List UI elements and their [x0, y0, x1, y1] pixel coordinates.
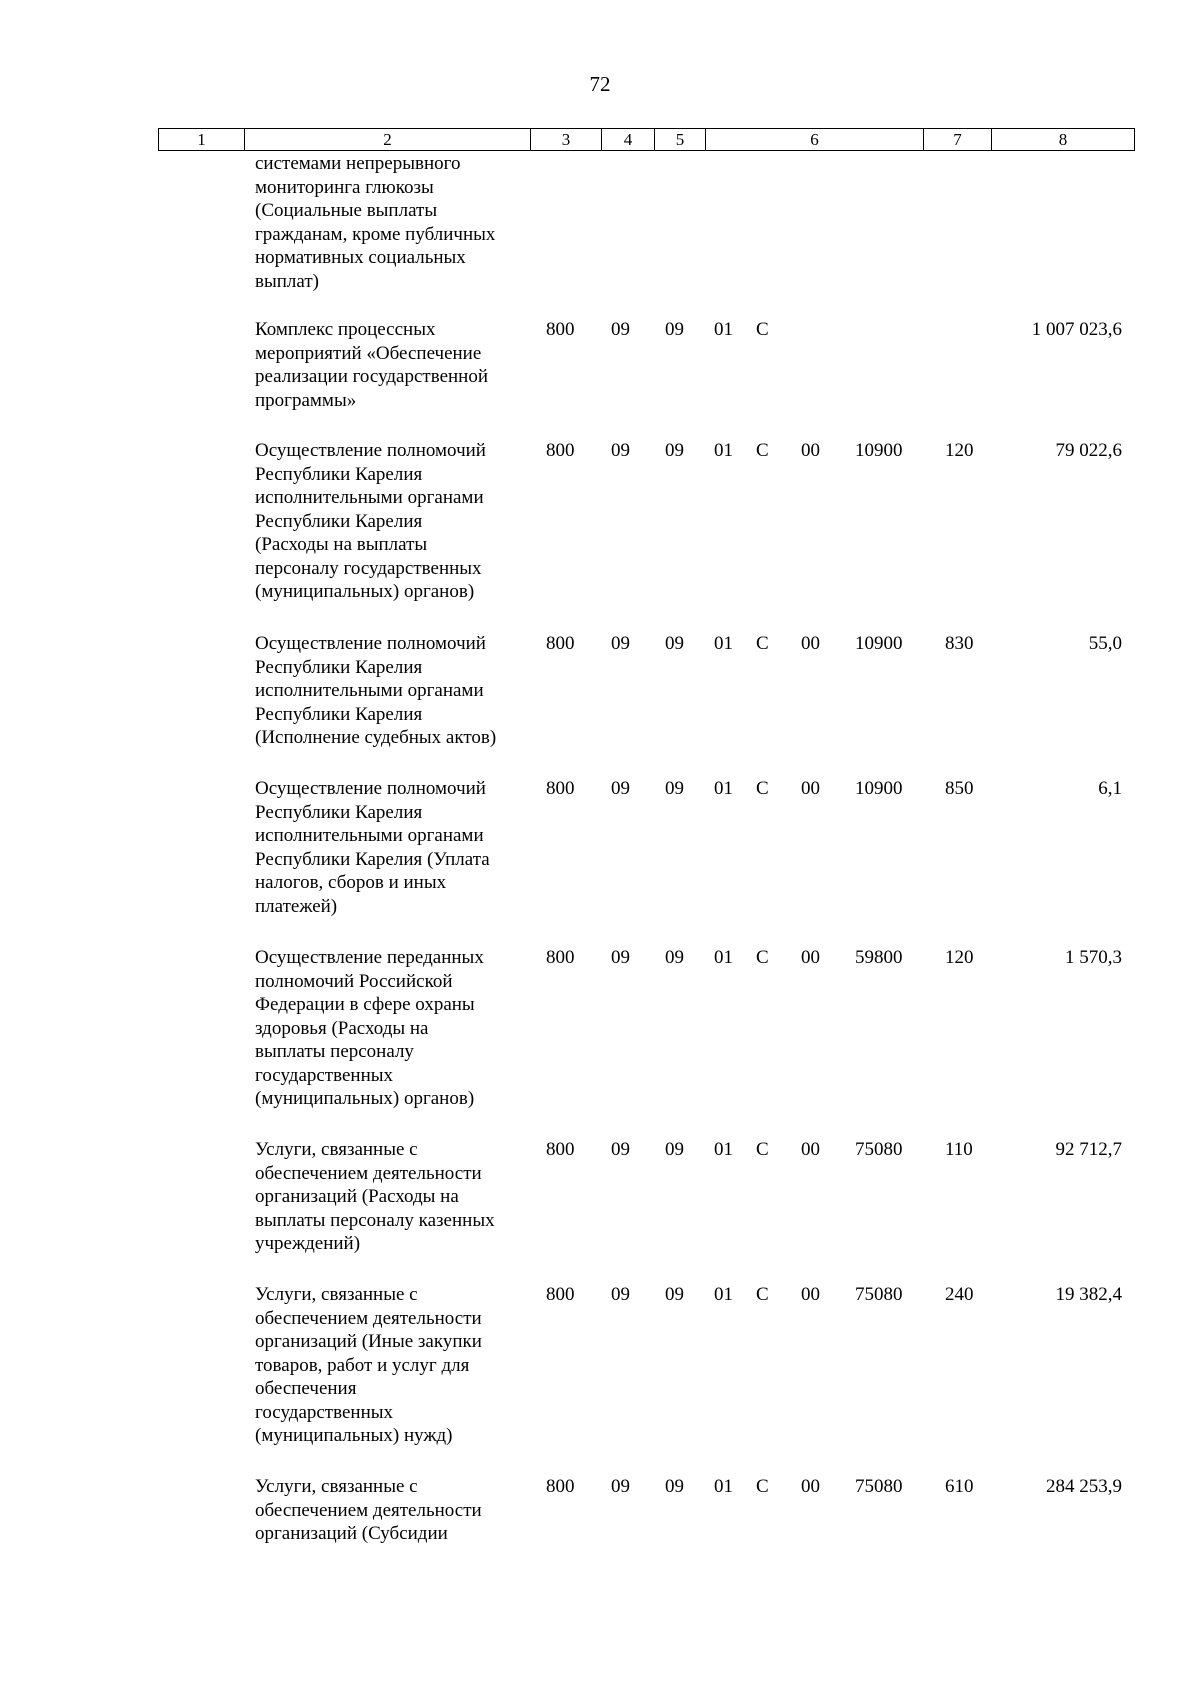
cell-col-6-sub: 00	[801, 440, 820, 461]
row-description	[255, 777, 530, 918]
cell-col-8-amount: 6,1	[1098, 778, 1122, 799]
row-description-line: налогов, сборов и иных	[255, 872, 447, 893]
row-description-line: мероприятий «Обеспечение	[255, 342, 482, 364]
row-description-line: государственных	[255, 1064, 394, 1086]
cell-col-6-letter: С	[756, 1139, 769, 1160]
column-header-8: 8	[992, 129, 1135, 151]
cell-col-3: 800	[546, 1476, 575, 1497]
row-description-line: мониторинга глюкозы	[255, 176, 434, 198]
cell-col-6-program: 01	[714, 319, 733, 340]
row-description	[255, 1138, 530, 1256]
column-header-1: 1	[159, 129, 245, 151]
cell-col-8-amount: 1 007 023,6	[1031, 319, 1122, 340]
row-description-line: выплат)	[255, 270, 319, 292]
column-header-table	[158, 128, 1135, 151]
cell-col-6-program: 01	[714, 947, 733, 968]
cell-col-5: 09	[665, 1476, 684, 1497]
cell-col-3: 800	[546, 1139, 575, 1160]
cell-col-3: 800	[546, 319, 575, 340]
row-description-line: товаров, работ и услуг для	[255, 1354, 470, 1376]
cell-col-3: 800	[546, 440, 575, 461]
cell-col-4: 09	[611, 440, 630, 461]
cell-col-6-sub: 00	[801, 633, 820, 654]
cell-col-6-program: 01	[714, 1284, 733, 1305]
cell-col-8-amount: 284 253,9	[1046, 1476, 1122, 1497]
row-description-line: (Социальные выплаты	[255, 200, 438, 221]
cell-col-6-letter: С	[756, 440, 769, 461]
row-description-line: выплаты персоналу	[255, 1041, 414, 1062]
row-description-line: исполнительными органами	[255, 825, 484, 846]
row-description	[255, 439, 530, 604]
row-description-line: Осуществление полномочий	[255, 440, 486, 461]
row-description-line: организаций (Расходы на	[255, 1186, 459, 1207]
row-description-line: гражданам, кроме публичных	[255, 223, 496, 245]
row-description-line: учреждений)	[255, 1233, 361, 1254]
row-description-line: обеспечением деятельности	[255, 1162, 482, 1184]
cell-col-6-sub: 00	[801, 1476, 820, 1497]
row-description-line: Республики Карелия	[255, 656, 423, 678]
column-header-5: 5	[655, 129, 706, 151]
cell-col-6-code: 75080	[855, 1284, 903, 1305]
row-description-line: Республики Карелия	[255, 703, 423, 725]
cell-col-6-code: 59800	[855, 947, 903, 968]
cell-col-7: 120	[945, 440, 974, 461]
cell-col-7: 240	[945, 1284, 974, 1305]
row-description	[255, 152, 530, 293]
cell-col-6-code: 10900	[855, 778, 903, 799]
cell-col-4: 09	[611, 633, 630, 654]
cell-col-6-letter: С	[756, 1476, 769, 1497]
cell-col-6-program: 01	[714, 1139, 733, 1160]
cell-col-5: 09	[665, 440, 684, 461]
row-description	[255, 1283, 530, 1448]
cell-col-7: 850	[945, 778, 974, 799]
cell-col-5: 09	[665, 319, 684, 340]
cell-col-7: 120	[945, 947, 974, 968]
cell-col-5: 09	[665, 947, 684, 968]
row-description-line: Республики Карелия (Уплата	[255, 848, 490, 870]
cell-col-6-sub: 00	[801, 1139, 820, 1160]
cell-col-6-code: 75080	[855, 1476, 903, 1497]
row-description-line: Осуществление полномочий	[255, 778, 486, 799]
cell-col-3: 800	[546, 947, 575, 968]
cell-col-6-program: 01	[714, 1476, 733, 1497]
column-header-6: 6	[706, 129, 924, 151]
row-description-line: обеспечения	[255, 1378, 357, 1399]
cell-col-5: 09	[665, 633, 684, 654]
row-description-line: реализации государственной	[255, 366, 489, 387]
column-header-3: 3	[531, 129, 602, 151]
row-description-line: Республики Карелия	[255, 463, 423, 485]
cell-col-6-letter: С	[756, 319, 769, 340]
cell-col-8-amount: 1 570,3	[1065, 947, 1122, 968]
row-description-line: программы»	[255, 389, 357, 411]
cell-col-4: 09	[611, 1284, 630, 1305]
column-header-4: 4	[602, 129, 655, 151]
row-description-line: Комплекс процессных	[255, 319, 436, 340]
cell-col-7: 610	[945, 1476, 974, 1497]
cell-col-6-code: 75080	[855, 1139, 903, 1160]
cell-col-5: 09	[665, 1139, 684, 1160]
row-description-line: организаций (Субсидии	[255, 1523, 448, 1544]
row-description-line: организаций (Иные закупки	[255, 1331, 482, 1352]
cell-col-7: 110	[945, 1139, 973, 1160]
row-description-line: полномочий Российской	[255, 970, 453, 992]
row-description-line: исполнительными органами	[255, 680, 484, 701]
row-description-line: (Исполнение судебных актов)	[255, 727, 497, 748]
row-description-line: Услуги, связанные с	[255, 1284, 418, 1305]
cell-col-3: 800	[546, 633, 575, 654]
cell-col-4: 09	[611, 1139, 630, 1160]
cell-col-8-amount: 19 382,4	[1055, 1284, 1122, 1305]
cell-col-4: 09	[611, 1476, 630, 1497]
cell-col-7: 830	[945, 633, 974, 654]
row-description-line: Республики Карелия	[255, 510, 423, 532]
cell-col-3: 800	[546, 778, 575, 799]
row-description-line: платежей)	[255, 895, 338, 917]
row-description-line: здоровья (Расходы на	[255, 1017, 429, 1039]
row-description-line: государственных	[255, 1401, 394, 1423]
row-description-line: (Расходы на выплаты	[255, 534, 428, 555]
row-description-line: (муниципальных) органов)	[255, 1088, 475, 1109]
row-description	[255, 632, 530, 750]
cell-col-6-letter: С	[756, 778, 769, 799]
row-description-line: Услуги, связанные с	[255, 1139, 418, 1160]
cell-col-6-sub: 00	[801, 778, 820, 799]
cell-col-6-code: 10900	[855, 633, 903, 654]
row-description-line: нормативных социальных	[255, 247, 466, 268]
cell-col-6-code: 10900	[855, 440, 903, 461]
cell-col-5: 09	[665, 1284, 684, 1305]
cell-col-6-letter: С	[756, 947, 769, 968]
cell-col-6-program: 01	[714, 440, 733, 461]
row-description	[255, 318, 530, 412]
cell-col-8-amount: 55,0	[1088, 633, 1122, 654]
row-description	[255, 1475, 530, 1546]
row-description-line: персоналу государственных	[255, 557, 482, 579]
cell-col-5: 09	[665, 778, 684, 799]
row-description-line: Осуществление полномочий	[255, 633, 486, 654]
row-description	[255, 946, 530, 1111]
cell-col-6-program: 01	[714, 778, 733, 799]
row-description-line: (муниципальных) органов)	[255, 581, 475, 602]
row-description-line: Федерации в сфере охраны	[255, 994, 475, 1015]
row-description-line: Услуги, связанные с	[255, 1476, 418, 1497]
row-description-line: Осуществление переданных	[255, 947, 484, 968]
cell-col-8-amount: 92 712,7	[1055, 1139, 1122, 1160]
column-header-row	[159, 129, 1135, 151]
cell-col-6-letter: С	[756, 633, 769, 654]
cell-col-8-amount: 79 022,6	[1055, 440, 1122, 461]
row-description-line: выплаты персоналу казенных	[255, 1209, 495, 1231]
column-header-7: 7	[924, 129, 992, 151]
row-description-line: обеспечением деятельности	[255, 1499, 482, 1521]
row-description-line: обеспечением деятельности	[255, 1307, 482, 1329]
row-description-line: Республики Карелия	[255, 801, 423, 823]
cell-col-4: 09	[611, 778, 630, 799]
column-header-2: 2	[245, 129, 531, 151]
cell-col-6-sub: 00	[801, 1284, 820, 1305]
row-description-line: исполнительными органами	[255, 487, 484, 508]
cell-col-6-program: 01	[714, 633, 733, 654]
cell-col-4: 09	[611, 947, 630, 968]
cell-col-6-letter: С	[756, 1284, 769, 1305]
cell-col-4: 09	[611, 319, 630, 340]
page-number: 72	[589, 72, 611, 96]
row-description-line: системами непрерывного	[255, 153, 461, 174]
row-description-line: (муниципальных) нужд)	[255, 1425, 453, 1446]
cell-col-3: 800	[546, 1284, 575, 1305]
cell-col-6-sub: 00	[801, 947, 820, 968]
